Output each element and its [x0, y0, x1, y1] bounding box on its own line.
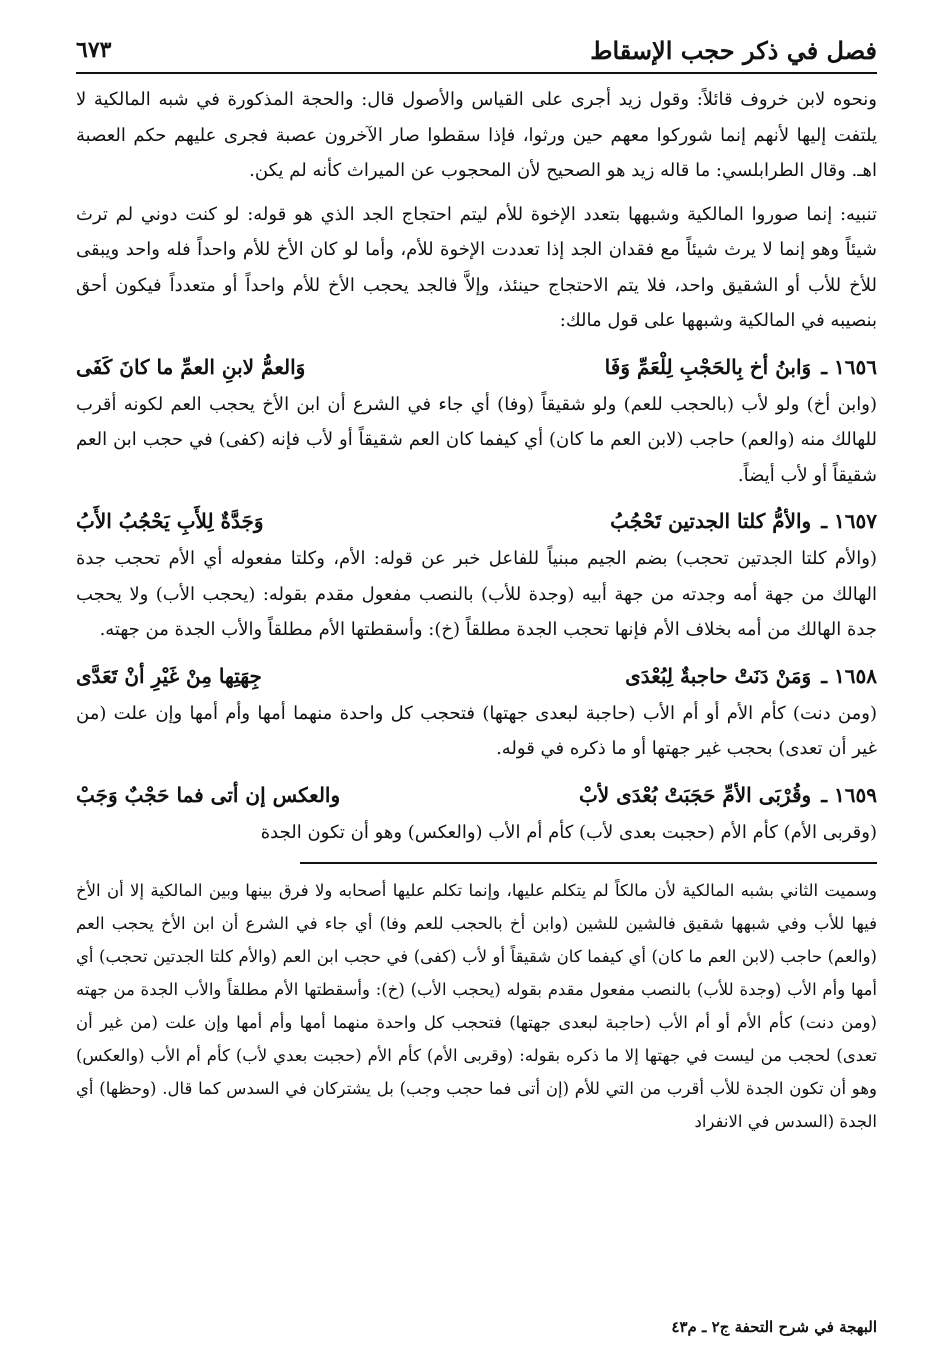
page-number: ٦٧٣ [76, 37, 112, 63]
paragraph: (وقربى الأم) كأم الأم (حجبت بعدى لأب) كأم أم الأب (والعكس) وهو أن تكون الجدة [260, 821, 877, 843]
verse-number: ١٦٥٦ ـ [821, 354, 877, 379]
verse-first-hemistich: وَابنُ أخ بِالحَجْبِ لِلْعَمِّ وَفَا [604, 354, 812, 379]
verse-second-hemistich: وَالعمُّ لابنِ العمِّ ما كانَ كَفَى [75, 354, 306, 379]
verse-first-hemistich: وقُرْبَى الأمِّ حَجَبَتْ بُعْدَى لأبْ [578, 782, 812, 807]
verse-number: ١٦٥٧ ـ [821, 509, 877, 533]
paragraph: ونحوه لابن خروف قائلاً: وقول زيد أجرى على القياس والأصول قال: والحجة المذكورة في شبه المالكية لا يلتفت إليها لأنهم إنما شوركوا معهم حين ورثوا، فإذا سقطوا صار الآخرون عصبة فجرى عليهم حكم العصبة اهـ. وقال الطرابلسي: ما قاله زيد هو الصحيح لأن المحجوب عن الميراث كأنه لم يكن. [76, 89, 877, 181]
page-footer: البهجة في شرح التحفة ج٢ ـ م٤٣ [671, 1318, 877, 1336]
verse-number: ١٦٥٩ ـ [821, 782, 877, 807]
verse-line [76, 347, 877, 387]
verse-number: ١٦٥٨ ـ [821, 663, 877, 688]
page-header [76, 28, 877, 74]
verse-line [76, 656, 877, 696]
verse-line [76, 501, 877, 541]
verse-first-hemistich: وَمَنْ دَنَتْ حاجبةٌ لِبُعْدَى [625, 663, 812, 688]
chapter-title: فصل في ذكر حجب الإسقاط [590, 35, 877, 65]
verse-second-hemistich: جِهَتِها مِنْ غَيْرِ أنْ تَعَدَّى [75, 663, 262, 688]
verse-line [76, 775, 877, 815]
paragraph: (والأم كلتا الجدتين تحجب) بضم الجيم مبنياً للفاعل خبر عن قوله: الأم، وكلتا مفعوله أي الأم تحجب جدة الهالك من جهة أمه وجدته من جهة أبيه (وجدة للأب) بالنصب مفعول مقدم بقوله: (يحجب الأب) ولا يحجب جدة الهالك من أمه بخلاف الأم فإنها تحجب الجدة مطلقاً (خ): وأسقطتها الأم مطلقاً والأب الجدة من جهته. [76, 548, 877, 640]
paragraph: (ومن دنت) كأم الأم أو أم الأب (حاجبة لبعدى جهتها) فتحجب كل واحدة منهما أمها وأم أمها وإن علت (من غير أن تعدى) بحجب غير جهتها أو ما ذكره في قوله. [76, 702, 877, 759]
verse-second-hemistich: والعكس إن أتى فما حَجْبٌ وَجَبْ [75, 782, 341, 807]
verse-second-hemistich: وَجَدَّةٌ لِلأَبِ يَحْجُبُ الأَبُ [75, 509, 264, 533]
footnote-divider [300, 862, 877, 864]
footnote-text: وسميت الثاني بشبه المالكية لأن مالكاً لم يتكلم عليها، وإنما تكلم عليها أصحابه ولا فرق بينها وبين المالكية إلا أن الأخ فيها للأب وفي شبهها شقيق فالشين للشين (وابن أخ بالحجب للعم وفا) أي جاء في الشرع أن ابن الأخ يحجب العم (والعم) حاجب (لابن العم ما كان) أي كيفما كان شقيقاً أو لأب (كفى) في حجب ابن العم (والأم كلتا الجدتين تحجب) أي أمها وأم الأب (وجدة للأب) بالنصب مفعول مقدم بقوله (يحجب الأب) (خ): وأسقطتها الأم مطلقاً والأب الجدة من جهته (ومن دنت) كأم الأم أو أم الأب (حاجبة لبعدى جهتها) فتحجب كل واحدة منهما أمها وأم أمها وإن علت (من غير أن تعدى) لحجب من ليست في جهتها إلا ما ذكره بقوله: (وقربى الأم) كأم الأم (حجبت بعدي لأب) كأم أم الأب (والعكس) وهو أن تكون الجدة للأب أقرب من التي للأم (إن أتى فما حجب وجب) بل يشتركان في السدس كما قال. (وحظها) أي الجدة (السدس في الانفراد [76, 881, 877, 1131]
paragraph: تنبيه: إنما صوروا المالكية وشبهها بتعدد الإخوة للأم ليتم احتجاج الجد الذي هو قوله: لو كنت دوني لم ترث شيئاً وهو إنما لا يرث شيئاً مع فقدان الجد إذا تعددت الإخوة للأم، وأما لو كان الأخ للأم واحداً فله واحد ويبقى للأخ للأب أو الشقيق واحد، فلا يتم الاحتجاج حينئذ، وإلاَّ فالجد يحجب الأخ للأم واحداً أو متعدداً فيكون أحق بنصيبه في المالكية وشبهها على قول مالك: [76, 203, 877, 331]
paragraph: (وابن أخ) ولو لأب (بالحجب للعم) ولو شقيقاً (وفا) أي جاء في الشرع أن ابن الأخ يحجب العم لكونه أقرب للهالك منه (والعم) حاجب (لابن العم ما كان) أي كيفما كان العم شقيقاً أو لأب فإنه (كفى) في حجب ابن العم شقيقاً أو لأب أيضاً. [76, 393, 878, 486]
verse-first-hemistich: والأمُّ كلتا الجدتين تَحْجُبُ [610, 509, 812, 533]
